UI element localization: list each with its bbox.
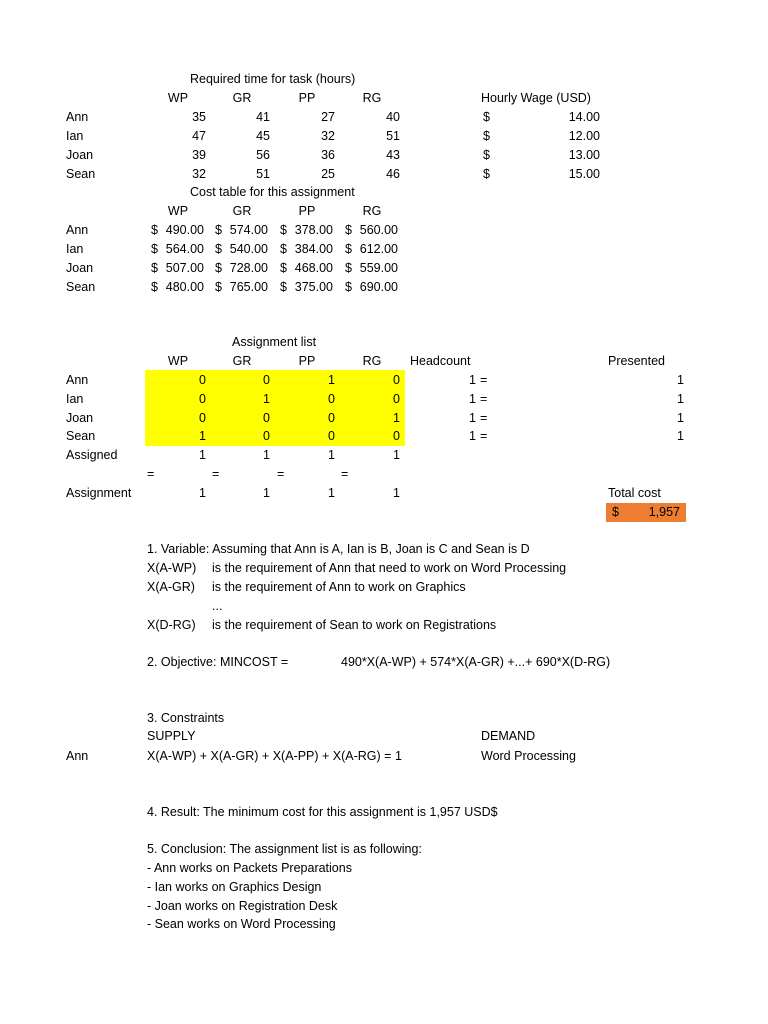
cost-cell: 574.00 xyxy=(229,223,268,237)
assign-cell: 0 xyxy=(263,411,270,425)
time-cell: 51 xyxy=(256,167,270,181)
cost-cell: 540.00 xyxy=(229,242,268,256)
headcount-header: Headcount xyxy=(410,354,471,368)
headcount-value: 1 xyxy=(469,411,476,425)
wage-value: 14.00 xyxy=(568,110,600,124)
cost-cell: 375.00 xyxy=(294,280,333,294)
assign-cell: 1 xyxy=(328,373,335,387)
variable-symbol: X(A-WP) xyxy=(147,561,197,575)
constraint-name: Ann xyxy=(66,749,89,763)
cost-currency: $ xyxy=(280,223,287,237)
time-cell: 41 xyxy=(256,110,270,124)
cost-currency: $ xyxy=(280,242,287,256)
cost-currency: $ xyxy=(151,261,158,275)
cost-currency: $ xyxy=(215,261,222,275)
cost-cell: 728.00 xyxy=(229,261,268,275)
assign-row-name: Sean xyxy=(66,429,96,443)
time-cell: 36 xyxy=(321,148,335,162)
assign-cell: 0 xyxy=(328,411,335,425)
assign-header-gr: GR xyxy=(232,354,252,368)
assign-header-wp: WP xyxy=(167,354,189,368)
assign-cell: 0 xyxy=(199,392,206,406)
cost-currency: $ xyxy=(280,261,287,275)
assignment-label: Assignment xyxy=(66,486,132,500)
time-table-title: Required time for task (hours) xyxy=(190,72,356,86)
assign-header-rg: RG xyxy=(362,354,382,368)
assign-row-name: Joan xyxy=(66,411,94,425)
headcount-value: 1 xyxy=(469,392,476,406)
time-cell: 46 xyxy=(386,167,400,181)
assign-cell: 0 xyxy=(263,373,270,387)
assign-cell: 0 xyxy=(393,392,400,406)
total-cost-label: Total cost xyxy=(608,486,661,500)
time-header-pp: PP xyxy=(298,91,316,105)
assignment-title: Assignment list xyxy=(232,335,317,349)
cost-currency: $ xyxy=(215,280,222,294)
headcount-value: 1 xyxy=(469,429,476,443)
constraint-formula: X(A-WP) + X(A-GR) + X(A-PP) + X(A-RG) = 1 xyxy=(147,749,402,763)
assign-cell: 0 xyxy=(199,411,206,425)
time-cell: 25 xyxy=(321,167,335,181)
demand-label: DEMAND xyxy=(481,729,536,743)
cost-currency: $ xyxy=(215,242,222,256)
presented-value: 1 xyxy=(677,429,684,443)
supply-label: SUPPLY xyxy=(147,729,196,743)
time-cell: 40 xyxy=(386,110,400,124)
cost-currency: $ xyxy=(151,280,158,294)
cost-header-rg: RG xyxy=(362,204,382,218)
presented-value: 1 xyxy=(677,411,684,425)
time-cell: 43 xyxy=(386,148,400,162)
time-cell: 35 xyxy=(192,110,206,124)
cost-cell: 468.00 xyxy=(294,261,333,275)
cost-currency: $ xyxy=(345,261,352,275)
time-row-name: Joan xyxy=(66,148,94,162)
wage-currency: $ xyxy=(483,110,490,124)
assignment-value: 1 xyxy=(393,486,400,500)
cost-cell: 690.00 xyxy=(359,280,398,294)
result-text: 4. Result: The minimum cost for this assignment is 1,957 USD$ xyxy=(147,805,498,819)
cost-row-name: Ann xyxy=(66,223,89,237)
objective-label: 2. Objective: MINCOST = xyxy=(147,655,289,669)
cost-currency: $ xyxy=(151,242,158,256)
eq-sign: = xyxy=(341,467,349,481)
variable-desc: is the requirement of Ann that need to work on Word Processing xyxy=(212,561,567,575)
cost-header-pp: PP xyxy=(298,204,316,218)
cost-header-wp: WP xyxy=(167,204,189,218)
cost-cell: 384.00 xyxy=(294,242,333,256)
time-row-name: Ian xyxy=(66,129,84,143)
cost-cell: 560.00 xyxy=(359,223,398,237)
time-cell: 32 xyxy=(192,167,206,181)
assign-cell: 0 xyxy=(263,429,270,443)
cost-cell: 612.00 xyxy=(359,242,398,256)
wage-header: Hourly Wage (USD) xyxy=(481,91,591,105)
presented-value: 1 xyxy=(677,392,684,406)
objective-formula: 490*X(A-WP) + 574*X(A-GR) +...+ 690*X(D-RG) xyxy=(341,655,611,669)
cost-currency: $ xyxy=(151,223,158,237)
total-cost-value: 1,957 xyxy=(648,505,680,519)
headcount-value: 1 xyxy=(469,373,476,387)
assignment-value: 1 xyxy=(263,486,270,500)
time-cell: 56 xyxy=(256,148,270,162)
cost-cell: 490.00 xyxy=(165,223,204,237)
wage-value: 13.00 xyxy=(568,148,600,162)
conclusion-item: - Sean works on Word Processing xyxy=(147,917,336,931)
time-header-rg: RG xyxy=(362,91,382,105)
assign-row-name: Ian xyxy=(66,392,84,406)
time-cell: 47 xyxy=(192,129,206,143)
presented-value: 1 xyxy=(677,373,684,387)
cost-currency: $ xyxy=(345,223,352,237)
cost-cell: 480.00 xyxy=(165,280,204,294)
headcount-eq: = xyxy=(480,429,488,443)
time-row-name: Ann xyxy=(66,110,89,124)
variable-symbol: X(D-RG) xyxy=(147,618,196,632)
cost-cell: 507.00 xyxy=(165,261,204,275)
headcount-eq: = xyxy=(480,411,488,425)
cost-currency: $ xyxy=(345,280,352,294)
wage-value: 15.00 xyxy=(568,167,600,181)
total-cost-currency: $ xyxy=(612,505,619,519)
cost-cell: 564.00 xyxy=(165,242,204,256)
conclusion-item: - Ian works on Graphics Design xyxy=(147,880,322,894)
assign-cell: 1 xyxy=(393,411,400,425)
wage-currency: $ xyxy=(483,148,490,162)
cost-table-title: Cost table for this assignment xyxy=(190,185,355,199)
assign-cell: 0 xyxy=(393,373,400,387)
cost-cell: 765.00 xyxy=(229,280,268,294)
wage-currency: $ xyxy=(483,129,490,143)
variable-symbol: X(A-GR) xyxy=(147,580,195,594)
assign-cell: 0 xyxy=(199,373,206,387)
assignment-value: 1 xyxy=(199,486,206,500)
cost-cell: 378.00 xyxy=(294,223,333,237)
time-header-gr: GR xyxy=(232,91,252,105)
assigned-value: 1 xyxy=(393,448,400,462)
variable-desc: is the requirement of Ann to work on Graphics xyxy=(212,580,466,594)
assign-cell: 0 xyxy=(328,392,335,406)
assignment-value: 1 xyxy=(328,486,335,500)
cost-currency: $ xyxy=(345,242,352,256)
assign-cell: 1 xyxy=(263,392,270,406)
conclusion-item: - Ann works on Packets Preparations xyxy=(147,861,352,875)
time-cell: 32 xyxy=(321,129,335,143)
cost-row-name: Sean xyxy=(66,280,96,294)
time-header-wp: WP xyxy=(167,91,189,105)
cost-row-name: Joan xyxy=(66,261,94,275)
wage-currency: $ xyxy=(483,167,490,181)
assign-cell: 0 xyxy=(393,429,400,443)
cost-currency: $ xyxy=(280,280,287,294)
variable-desc: is the requirement of Sean to work on Registrations xyxy=(212,618,497,632)
variable-desc: ... xyxy=(212,599,223,613)
eq-sign: = xyxy=(147,467,155,481)
cost-currency: $ xyxy=(215,223,222,237)
cost-header-gr: GR xyxy=(232,204,252,218)
time-cell: 39 xyxy=(192,148,206,162)
cost-cell: 559.00 xyxy=(359,261,398,275)
presented-header: Presented xyxy=(608,354,665,368)
conclusion-heading: 5. Conclusion: The assignment list is as following: xyxy=(147,842,422,856)
eq-sign: = xyxy=(277,467,285,481)
constraint-demand: Word Processing xyxy=(481,749,576,763)
assigned-value: 1 xyxy=(328,448,335,462)
headcount-eq: = xyxy=(480,392,488,406)
eq-sign: = xyxy=(212,467,220,481)
time-cell: 51 xyxy=(386,129,400,143)
constraints-heading: 3. Constraints xyxy=(147,711,225,725)
assign-cell: 0 xyxy=(328,429,335,443)
variable-heading: 1. Variable: Assuming that Ann is A, Ian is B, Joan is C and Sean is D xyxy=(147,542,530,556)
time-row-name: Sean xyxy=(66,167,96,181)
conclusion-item: - Joan works on Registration Desk xyxy=(147,899,338,913)
assign-header-pp: PP xyxy=(298,354,316,368)
time-cell: 27 xyxy=(321,110,335,124)
headcount-eq: = xyxy=(480,373,488,387)
wage-value: 12.00 xyxy=(568,129,600,143)
assign-cell: 1 xyxy=(199,429,206,443)
assigned-label: Assigned xyxy=(66,448,118,462)
assigned-value: 1 xyxy=(199,448,206,462)
assign-row-name: Ann xyxy=(66,373,89,387)
time-cell: 45 xyxy=(256,129,270,143)
assigned-value: 1 xyxy=(263,448,270,462)
cost-row-name: Ian xyxy=(66,242,84,256)
